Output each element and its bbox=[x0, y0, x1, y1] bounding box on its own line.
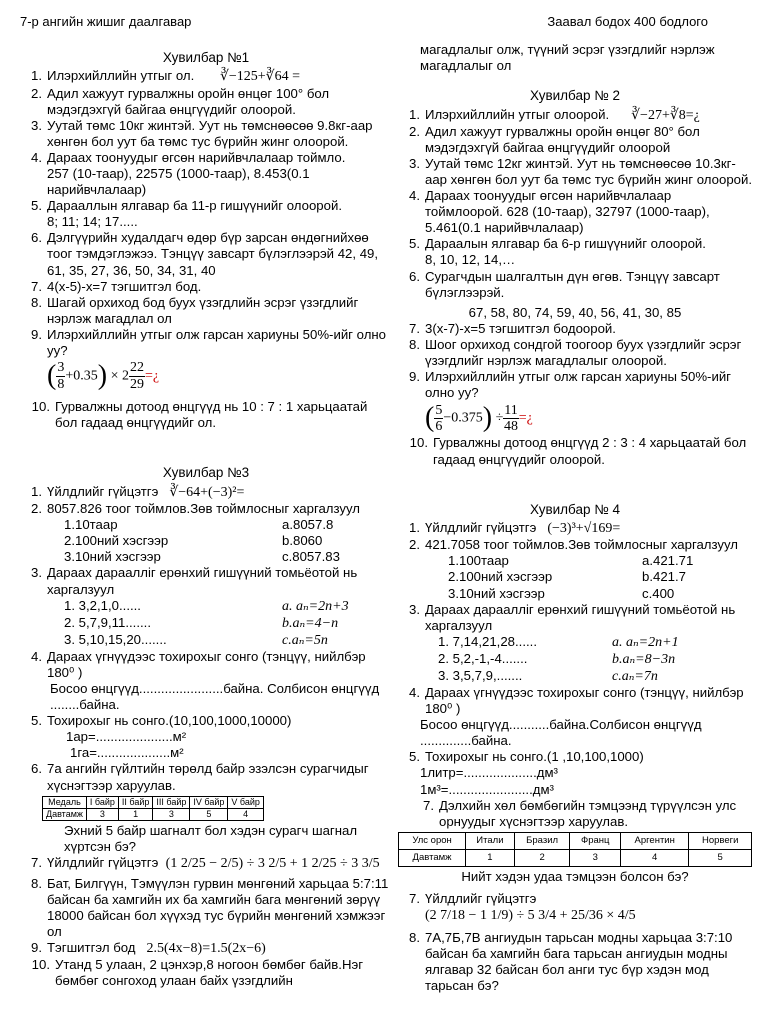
v2-q8: 8. Шоог орхиход сондгой тоогоор бууx үзэгдлийг эсрэг үзэгдлийг нэрлэж магадлалыг олоорой. bbox=[409, 336, 742, 369]
v3-q9: 9. Тэгшитгэл бод 2.5(4x−8)=1.5(2x−6) bbox=[31, 940, 266, 957]
v3-q3-row-3: 3. 5,10,15,20....... c.aₙ=5n bbox=[64, 631, 328, 648]
v4-q5-b: 1м³=.......................дм³ bbox=[420, 781, 554, 797]
v3-q5-b: 1га=....................м² bbox=[70, 745, 184, 761]
v1-q2: 2. Адил хажуут гурвалжны оройн өнцөг 100° бол мэдэгдэхгүй байгаа өнцгүүдийг олоорой. bbox=[31, 85, 330, 117]
v1-q7: 7. 4(x-5)-x=7 тэгшитгэл бод. bbox=[31, 278, 202, 294]
v4-q3-row-3: 3. 3,5,7,9,....... c.aₙ=7n bbox=[438, 667, 658, 684]
v1-q5: 5. Дарааллын ялгавар ба 11-р гишүүнийг олоорой. 8; 11; 14; 17..... bbox=[31, 198, 342, 230]
right-column bbox=[398, 42, 753, 995]
v3-q2-row-2: 2.100ний хэсгээр b.8060 bbox=[64, 533, 323, 549]
header-right: Заавал бодох 400 бодлого bbox=[547, 14, 708, 29]
v3-q8: 8. Бат, Билгүүн, Тэмүүлэн гурвин мөнгөний харьцаа 5:7:11 байсан ба хамгийн их ба хамгийн бага мөнгөний зөрүү 18000 байсан бол хүүхэд тус бүрийн мөнгөний хэмжээг ол bbox=[31, 875, 389, 940]
v4-q6-table: Улс орон Итали Бразил Франц Аргентин Норвеги Давтамж 1 2 3 4 5 bbox=[398, 832, 752, 867]
v1-q6: 6. Дэлгүүрийн худалдагч өдөр бүр зарсан өндөгнийхөө тоог тэмдэглэжээ. Тэнцүү завсарт бүлэглээрэй 42, 49, 61, 35, 27, 36, 50, 34, 31, 40 bbox=[31, 230, 379, 278]
v4-q3: 3. Дараах дараалліг ерөнхий гишүүний томьёотой нь харгалзуул bbox=[409, 601, 736, 633]
v4-q2: 2. 421.7058 тоог тоймлов.Зөв тоймлосныг харгалзуул bbox=[409, 537, 738, 553]
v3-q5-a: 1ар=.....................м² bbox=[66, 729, 187, 745]
v1-q10: 10. Гурвалжны дотоод өнцгүүд нь 10 : 7 : 1 харьцаатай бол гадаад өнцгүүдийг ол. bbox=[31, 399, 368, 431]
variant-2-title: Хувилбар № 2 bbox=[530, 88, 620, 104]
variant-4-title: Хувилбар № 4 bbox=[530, 501, 620, 517]
v3-q1: 1. Үйлдлийг гүйцэтгэ ∛−64+(−3)²= bbox=[31, 483, 245, 500]
variant-1-title: Хувилбар №1 bbox=[162, 50, 250, 65]
v3-q6: 6. 7а ангийн гүйлтийн төрөлд байр эзэлсэн сурагчидыг хүснэгтээр харуулав. bbox=[31, 761, 369, 793]
v3-q10: 10. Утанд 5 улаан, 2 цэнхэр,8 ногоон бөмбөг байв.Нэг бөмбөг сонгоход улаан байх үзэгдлийн bbox=[31, 957, 364, 989]
v4-q5: 5. Тохирохыг нь сонго.(1 ,10,100,1000) bbox=[409, 749, 644, 765]
v4-q3-row-1: 1. 7,14,21,28...... a. aₙ=2n+1 bbox=[438, 633, 679, 650]
v3-q4: 4. Дараах үгнүүдээс тохирохыг сонго (тэнцүү, нийлбэр 180⁰ ) bbox=[31, 648, 366, 680]
v2-q7: 7. 3(x-7)-x=5 тэгшитгэл бодоорой. bbox=[409, 320, 616, 336]
v2-q9: 9. Илэрхийллийн утгыг олж гарсан хариуны 50%-ийг олно уу? ( $\frac{5}{6}$ −0.375) ÷ $\frac{11}{48}$ =¿ bbox=[409, 369, 731, 434]
v3-q6-table: Медаль I байр II байр III байр IV байр V байр Давтамж 3 1 3 5 4 bbox=[42, 796, 264, 821]
v3-q6-question: Эхний 5 байр шагналт бол хэдэн сурагч шагнал хүртсэн бэ? bbox=[64, 822, 358, 854]
v1-q3: 3. Уутай төмс 10кг жинтэй. Уут нь төмснөөсөө 9.8кг-аар хөнгөн бол уут ба төмс тус бүрийн жинг олоорой. bbox=[31, 117, 373, 149]
v4-q6: 7. Дэлхийн хөл бөмбөгийн тэмцээнд түрүүлсэн улс орнуудыг хүснэгтээр харуулав. bbox=[423, 797, 737, 829]
v3-q5: 5. Тохирохыг нь сонго.(10,100,1000,10000) bbox=[31, 713, 292, 729]
v3-q3: 3. Дараах дараалліг ерөнхий гишүүний томьёотой нь харгалзуул bbox=[31, 565, 358, 597]
v4-q2-row-1: 1.100таар a.421.71 bbox=[448, 553, 694, 569]
v3-q2-row-1: 1.10таар a.8057.8 bbox=[64, 517, 334, 533]
v4-q2-row-2: 2.100ний хэсгээр b.421.7 bbox=[448, 569, 686, 585]
v2-q9-math: ( $\frac{5}{6}$ −0.375) ÷ $\frac{11}{48}$ =¿ bbox=[425, 402, 533, 434]
v1-q1-math: ∛−125+∛64 = bbox=[219, 69, 300, 85]
v4-q8: 8. 7А,7Б,7В ангиудын тарьсан модны харьцаа 3:7:10 байсан ба хамгийн бага тарьсан ангиудын модны ялгавар 32 байсан бол анги тус бүр хэдэн мод тарьсан бэ? bbox=[409, 930, 733, 994]
v2-q1: 1. Илэрхийллийн утгыг олоорой. ∛−27+∛8=¿ bbox=[409, 106, 700, 123]
v2-q3: 3. Уутай төмс 12кг жинтэй. Уут нь төмснөөсөө 10.3кг-аар хөнгөн бол уут ба төмс тус бүрийн жинг олоорой. bbox=[409, 155, 753, 188]
v1-q9: 9. Илэрхийллийн утгыг олж гарсан хариуны 50%-ийг олно уу? ( $\frac{3}{8}$ +0.35) × 2 $\frac{22}{29}$ =¿ bbox=[31, 326, 387, 392]
v4-q4: 4. Дараах үгнүүдээс тохирохыг сонго (тэнцүү, нийлбэр 180⁰ ) bbox=[409, 685, 744, 717]
v4-q5-a: 1литр=....................дм³ bbox=[420, 765, 558, 781]
v2-q6: 6. Сурагчдын шалгалтын дүн өгөв. Тэнцүү завсарт бүлэглээрэй. bbox=[409, 268, 720, 300]
v3-q2-row-3: 3.10ний хэсгээр c.8057.83 bbox=[64, 549, 340, 565]
v2-q6-data: 67, 58, 80, 74, 59, 40, 56, 41, 30, 85 bbox=[468, 304, 682, 320]
v2-q4: 4. Дараах тоонуудыг өгсөн нарийвчлалаар тоймлоорой. 628 (10-таар), 32797 (1000-таар), 5.461(0.1 нарийвчлалаар) bbox=[409, 188, 710, 236]
v1-q1: 1. Илэрхийллийн утгыг ол. ∛−125+∛64 = bbox=[31, 68, 300, 85]
v2-q2: 2. Адил хажуут гурвалжны оройн өнцөг 80° бол мэдэгдэхгүй байгаа өнцгүүдийг олоорой bbox=[409, 123, 700, 155]
v4-q4-text: Босоо өнцгүүд...........байна.Солбисон өнцгүүд ..............байна. bbox=[420, 717, 702, 749]
v4-q7: 7. Үйлдлийг гүйцэтгэ (2 7/18 − 1 1/9) ÷ 5 3/4 + 25/36 × 4/5 bbox=[409, 890, 636, 924]
v3-q3-row-2: 2. 5,7,9,11....... b.aₙ=4−n bbox=[64, 614, 339, 631]
left-column bbox=[20, 44, 392, 990]
v3-q7: 7. Үйлдлийг гүйцэтгэ (1 2/25 − 2/5) ÷ 3 2/5 + 1 2/25 ÷ 3 3/5 bbox=[31, 854, 380, 871]
v2-q5: 5. Дараалын ялгавар ба 6-р гишүүнийг олоорой. 8, 10, 12, 14,… bbox=[409, 236, 706, 268]
v4-q3-row-2: 2. 5,2,-1,-4....... b.aₙ=8−3n bbox=[438, 650, 676, 667]
variant-3-title: Хувилбар №3 bbox=[162, 465, 250, 481]
v1-q4: 4. Дараах тоонуудыг өгсөн нарийвчлалаар тоймло. 257 (10-таар), 22575 (1000-таар), 8.453(0.1 нарийвчлалаар) bbox=[31, 149, 346, 198]
v4-q1: 1. Үйлдлийг гүйцэтгэ (−3)³+√169= bbox=[409, 520, 621, 537]
v3-q4-text: Босоо өнцгүүд.......................байна. Солбисон өнцгүүд ........байна. bbox=[50, 681, 380, 713]
v3-q3-row-1: 1. 3,2,1,0...... a. aₙ=2n+3 bbox=[64, 597, 349, 614]
page-header bbox=[20, 14, 748, 30]
v1-q10-continuation: магадлалыг олж, түүний эсрэг үзэгдлийг нэрлэж магадлалыг ол bbox=[420, 42, 715, 74]
v4-q6-question: Нийт хэдэн удаа тэмцээн болсон бэ? bbox=[461, 868, 689, 884]
v3-q2: 2. 8057.826 тоог тоймлов.Зөв тоймлосныг харгалзуул bbox=[31, 501, 360, 517]
v2-q10: 10. Гурвалжны дотоод өнцгүүд 2 : 3 : 4 харьцаатай бол гадаад өнцгүүдийг олоорой. bbox=[409, 435, 747, 467]
v4-q2-row-3: 3.10ний хэсгээр c.400 bbox=[448, 585, 675, 601]
header-left: 7-р ангийн жишиг даалгавар bbox=[20, 14, 192, 29]
v1-q9-math: ( $\frac{3}{8}$ +0.35) × 2 $\frac{22}{29}$ =¿ bbox=[47, 360, 160, 392]
v1-q8: 8. Шагай орхиход бод бууx үзэгдлийн эсрэг үзэгдлийг нэрлэж магадлал ол bbox=[31, 294, 359, 326]
